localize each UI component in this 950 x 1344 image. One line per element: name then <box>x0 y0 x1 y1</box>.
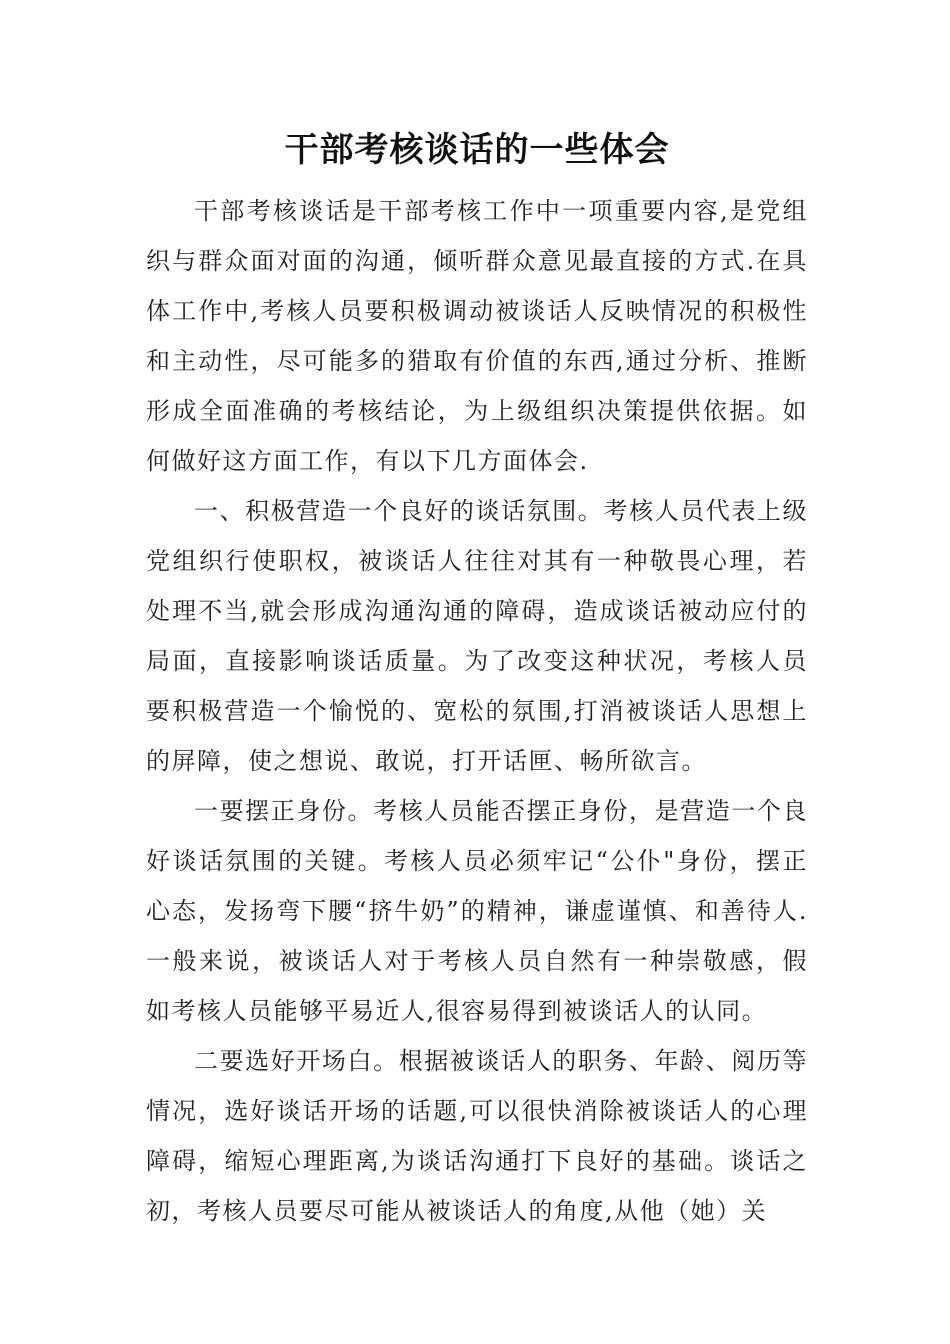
paragraph-identity: 一要摆正身份。考核人员能否摆正身份，是营造一个良好谈话氛围的关键。考核人员必须牢记“公仆"身份，摆正心态，发扬弯下腰“挤牛奶”的精神，谦虚谨慎、和善待人.一般来说，被谈话人对于考核人员自然有一种崇敬感，假如考核人员能够平易近人,很容易得到被谈话人的认同。 <box>146 797 808 1025</box>
paragraph-opening: 二要选好开场白。根据被谈话人的职务、年龄、阅历等情况，选好谈话开场的话题,可以很快消除被谈话人的心理障碍，缩短心理距离,为谈话沟通打下良好的基础。谈话之初，考核人员要尽可能从被谈话人的角度,从他（她）关 <box>146 1047 808 1225</box>
paragraph-section-one: 一、积极营造一个良好的谈话氛围。考核人员代表上级党组织行使职权，被谈话人往往对其有一种敬畏心理，若处理不当,就会形成沟通沟通的障碍，造成谈话被动应付的局面，直接影响谈话质量。为了改变这种状况，考核人员要积极营造一个愉悦的、宽松的氛围,打消被谈话人思想上的屏障，使之想说、敢说，打开话匣、畅所欲言。 <box>146 497 808 775</box>
document-title: 干部考核谈话的一些体会 <box>284 130 670 170</box>
paragraph-intro: 干部考核谈话是干部考核工作中一项重要内容,是党组织与群众面对面的沟通，倾听群众意见最直接的方式.在具体工作中,考核人员要积极调动被谈话人反映情况的积极性和主动性，尽可能多的猎取有价值的东西,通过分析、推断形成全面准确的考核结论，为上级组织决策提供依据。如何做好这方面工作，有以下几方面体会. <box>146 197 808 475</box>
document-body <box>146 128 808 1236</box>
